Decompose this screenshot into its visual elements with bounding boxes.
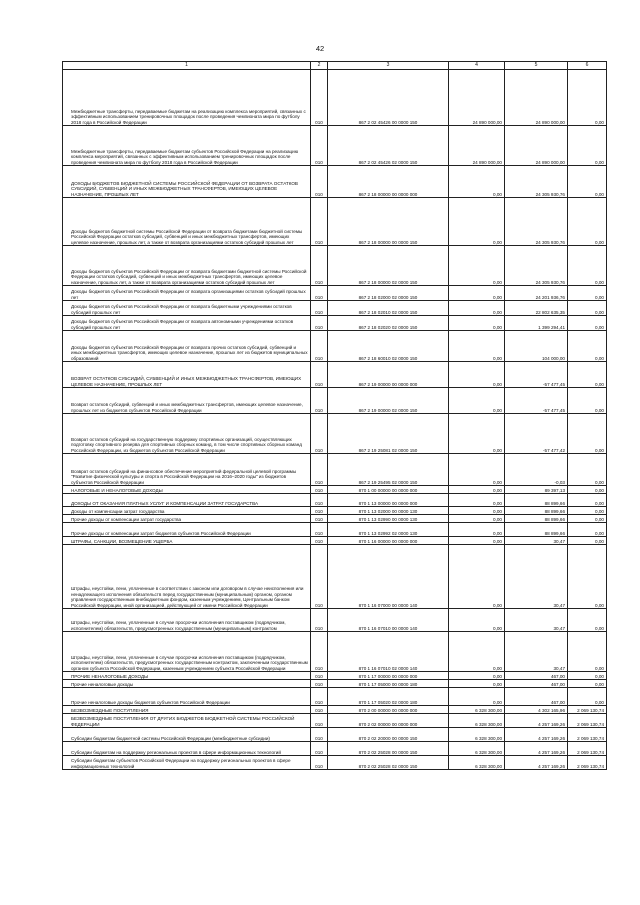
row-unexecuted-amount: 2 069 130,74 <box>568 706 607 714</box>
row-name: Межбюджетные трансферты, передаваемые бюджетам на реализацию комплекса мероприятий, связанных с эффективным использованием тренировочных площадок после проведения чемпионата мира по футболу 2018 года в Российской Федерации <box>63 70 311 126</box>
row-name: Доходы бюджетов субъектов Российской Федерации от возврата бюджетами бюджетной системы Российской Федерации остатков субсидий, субвенций и иных межбюджетных трансфертов, имеющих целевое назначение, прошлых лет, а также от возврата организациями остатков субсидий прошлых лет <box>63 246 311 286</box>
row-line-code: 010 <box>311 388 328 414</box>
row-approved-amount: 0,00 <box>449 609 505 632</box>
row-line-code: 010 <box>311 362 328 388</box>
row-approved-amount: 0,00 <box>449 301 505 316</box>
row-executed-amount: 24 201 936,76 <box>505 286 568 301</box>
column-header: 3 <box>328 62 449 70</box>
table-row <box>63 523 607 537</box>
row-unexecuted-amount: 0,00 <box>568 632 607 672</box>
row-line-code: 010 <box>311 316 328 331</box>
row-line-code: 010 <box>311 714 328 728</box>
row-executed-amount: -57 477,45 <box>505 388 568 414</box>
row-line-code: 010 <box>311 728 328 742</box>
row-executed-amount: 467,00 <box>505 688 568 706</box>
row-name: НАЛОГОВЫЕ И НЕНАЛОГОВЫЕ ДОХОДЫ <box>63 486 311 494</box>
row-budget-code: 867 2 19 00000 02 0000 150 <box>328 388 449 414</box>
row-unexecuted-amount: 0,00 <box>568 126 607 166</box>
row-approved-amount: 0,00 <box>449 316 505 331</box>
row-unexecuted-amount: 0,00 <box>568 316 607 331</box>
row-executed-amount: 24 305 930,76 <box>505 198 568 246</box>
row-line-code: 010 <box>311 507 328 515</box>
row-executed-amount: 30,47 <box>505 537 568 545</box>
row-executed-amount: 24 305 930,76 <box>505 246 568 286</box>
row-approved-amount: 0,00 <box>449 494 505 507</box>
row-approved-amount: 24 890 000,00 <box>449 126 505 166</box>
table-row <box>63 362 607 388</box>
row-approved-amount: 0,00 <box>449 414 505 454</box>
row-approved-amount: 6 328 300,00 <box>449 728 505 742</box>
row-name: ДОХОДЫ ОТ ОКАЗАНИЯ ПЛАТНЫХ УСЛУГ И КОМПЕНСАЦИИ ЗАТРАТ ГОСУДАРСТВА <box>63 494 311 507</box>
row-unexecuted-amount: 2 069 130,74 <box>568 728 607 742</box>
row-name: БЕЗВОЗМЕЗДНЫЕ ПОСТУПЛЕНИЯ ОТ ДРУГИХ БЮДЖЕТОВ БЮДЖЕТНОЙ СИСТЕМЫ РОССИЙСКОЙ ФЕДЕРАЦИИ <box>63 714 311 728</box>
table-row <box>63 301 607 316</box>
row-executed-amount: 88 899,66 <box>505 523 568 537</box>
row-unexecuted-amount: 0,00 <box>568 523 607 537</box>
row-executed-amount: 88 899,66 <box>505 507 568 515</box>
row-executed-amount: 30,47 <box>505 632 568 672</box>
row-budget-code: 870 1 17 05000 00 0000 180 <box>328 680 449 688</box>
row-name: Возврат остатков субсидий на финансовое обеспечение мероприятий федеральной целевой программы "Развитие физической культуры и спорта в Российской Федерации на 2016–2020 годы" из бюджетов субъектов Российской Федерации <box>63 454 311 486</box>
row-name: Штрафы, неустойки, пени, уплаченные в случае просрочки исполнения поставщиком (подрядчиком, исполнителем) обязательств, предусмотренных государственным (муниципальным) контрактом <box>63 609 311 632</box>
row-name: Межбюджетные трансферты, передаваемые бюджетам субъектов Российской Федерации на реализацию комплекса мероприятий, связанных с эффективным использованием тренировочных площадок после проведения чемпионата мира по футболу 2018 года в Российской Федерации <box>63 126 311 166</box>
row-executed-amount: 89 397,13 <box>505 486 568 494</box>
row-approved-amount: 0,00 <box>449 680 505 688</box>
row-line-code: 010 <box>311 688 328 706</box>
row-approved-amount: 0,00 <box>449 246 505 286</box>
row-approved-amount: 0,00 <box>449 286 505 301</box>
table-row <box>63 515 607 523</box>
row-line-code: 010 <box>311 331 328 362</box>
row-name: Доходы бюджетов субъектов Российской Федерации от возврата прочих остатков субсидий, субвенций и иных межбюджетных трансфертов, имеющих целевое назначение, прошлых лет из бюджетов муниципальных образований <box>63 331 311 362</box>
table-row <box>63 537 607 545</box>
row-line-code: 010 <box>311 515 328 523</box>
row-executed-amount: -57 477,42 <box>505 414 568 454</box>
column-header: 5 <box>505 62 568 70</box>
row-approved-amount: 6 328 300,00 <box>449 706 505 714</box>
row-approved-amount: 0,00 <box>449 388 505 414</box>
table-row <box>63 609 607 632</box>
row-budget-code: 867 2 02 45426 00 0000 150 <box>328 70 449 126</box>
table-row <box>63 494 607 507</box>
table-row <box>63 680 607 688</box>
row-budget-code: 867 2 18 60010 02 0000 150 <box>328 331 449 362</box>
row-line-code: 010 <box>311 680 328 688</box>
row-budget-code: 870 1 16 07000 00 0000 140 <box>328 545 449 609</box>
row-line-code: 010 <box>311 198 328 246</box>
row-unexecuted-amount: 0,00 <box>568 246 607 286</box>
row-name: Прочие неналоговые доходы <box>63 680 311 688</box>
row-line-code: 010 <box>311 301 328 316</box>
row-approved-amount: 0,00 <box>449 688 505 706</box>
row-executed-amount: 4 302 165,96 <box>505 706 568 714</box>
budget-table <box>62 61 607 770</box>
row-executed-amount: 1 399 294,41 <box>505 316 568 331</box>
row-name: ВОЗВРАТ ОСТАТКОВ СУБСИДИЙ, СУБВЕНЦИЙ И ИНЫХ МЕЖБЮДЖЕТНЫХ ТРАНСФЕРТОВ, ИМЕЮЩИХ ЦЕЛЕВОЕ НАЗНАЧЕНИЕ, ПРОШЛЫХ ЛЕТ <box>63 362 311 388</box>
row-line-code: 010 <box>311 742 328 756</box>
row-approved-amount: 6 328 300,00 <box>449 714 505 728</box>
row-name: Доходы бюджетов субъектов Российской Федерации от возврата бюджетными учреждениями остатков субсидий прошлых лет <box>63 301 311 316</box>
row-executed-amount: 88 899,66 <box>505 494 568 507</box>
row-unexecuted-amount: 0,00 <box>568 70 607 126</box>
row-name: Прочие доходы от компенсации затрат бюджетов субъектов Российской Федерации <box>63 523 311 537</box>
header-row <box>63 62 607 70</box>
row-name: ПРОЧИЕ НЕНАЛОГОВЫЕ ДОХОДЫ <box>63 672 311 680</box>
table-row <box>63 545 607 609</box>
row-approved-amount: 0,00 <box>449 166 505 198</box>
table-row <box>63 388 607 414</box>
row-name: Доходы от компенсации затрат государства <box>63 507 311 515</box>
row-line-code: 010 <box>311 545 328 609</box>
row-unexecuted-amount: 2 069 130,74 <box>568 756 607 770</box>
table-row <box>63 742 607 756</box>
column-header: 2 <box>311 62 328 70</box>
row-budget-code: 870 1 13 02992 02 0000 130 <box>328 523 449 537</box>
column-header: 4 <box>449 62 505 70</box>
row-budget-code: 867 2 18 00000 00 0000 150 <box>328 198 449 246</box>
row-unexecuted-amount: 0,00 <box>568 331 607 362</box>
table-row <box>63 198 607 246</box>
row-unexecuted-amount: 2 069 130,74 <box>568 714 607 728</box>
row-budget-code: 867 2 18 00000 00 0000 000 <box>328 166 449 198</box>
row-approved-amount: 0,00 <box>449 198 505 246</box>
row-name: Прочие неналоговые доходы бюджетов субъектов Российской Федерации <box>63 688 311 706</box>
row-name: Субсидии бюджетам субъектов Российской Федерации на поддержку региональных проектов в сфере информационных технологий <box>63 756 311 770</box>
row-executed-amount: 22 802 635,35 <box>505 301 568 316</box>
row-line-code: 010 <box>311 126 328 166</box>
row-executed-amount: 24 890 000,00 <box>505 70 568 126</box>
row-unexecuted-amount: 0,00 <box>568 672 607 680</box>
row-budget-code: 867 2 18 00000 02 0000 150 <box>328 246 449 286</box>
row-line-code: 010 <box>311 414 328 454</box>
row-approved-amount: 0,00 <box>449 545 505 609</box>
table-row <box>63 706 607 714</box>
table-row <box>63 166 607 198</box>
table-row <box>63 286 607 301</box>
table-row <box>63 714 607 728</box>
row-unexecuted-amount: 0,00 <box>568 454 607 486</box>
row-executed-amount: 4 257 169,26 <box>505 756 568 770</box>
row-line-code: 010 <box>311 537 328 545</box>
row-executed-amount: 467,00 <box>505 680 568 688</box>
column-header: 6 <box>568 62 607 70</box>
row-budget-code: 870 2 02 25028 00 0000 150 <box>328 742 449 756</box>
row-name: Штрафы, неустойки, пени, уплаченные в случае просрочки исполнения поставщиком (подрядчиком, исполнителем) обязательств, предусмотренных государственным контрактом, заключенным государственным органом субъекта Российской Федерации, казенным учреждением субъекта Российской Федерации <box>63 632 311 672</box>
row-line-code: 010 <box>311 246 328 286</box>
row-budget-code: 870 1 17 05020 02 0000 180 <box>328 688 449 706</box>
row-executed-amount: -57 477,45 <box>505 362 568 388</box>
row-budget-code: 870 1 13 00000 00 0000 000 <box>328 494 449 507</box>
row-line-code: 010 <box>311 706 328 714</box>
row-name: ШТРАФЫ, САНКЦИИ, ВОЗМЕЩЕНИЕ УЩЕРБА <box>63 537 311 545</box>
row-line-code: 010 <box>311 494 328 507</box>
row-budget-code: 867 2 18 02020 02 0000 150 <box>328 316 449 331</box>
row-line-code: 010 <box>311 70 328 126</box>
row-approved-amount: 0,00 <box>449 523 505 537</box>
row-budget-code: 870 2 02 25028 02 0000 150 <box>328 756 449 770</box>
row-budget-code: 870 1 00 00000 00 0000 000 <box>328 486 449 494</box>
row-executed-amount: 24 305 930,76 <box>505 166 568 198</box>
table-row <box>63 414 607 454</box>
row-name: Возврат остатков субсидий на государственную поддержку спортивных организаций, осуществляющих подготовку спортивного резерва для спортивных сборных команд, в том числе спортивных сборных команд Российской Федерации, из бюджетов субъектов Российской Федерации <box>63 414 311 454</box>
row-name: ДОХОДЫ БЮДЖЕТОВ БЮДЖЕТНОЙ СИСТЕМЫ РОССИЙСКОЙ ФЕДЕРАЦИИ ОТ ВОЗВРАТА ОСТАТКОВ СУБСИДИЙ, СУБВЕНЦИЙ И ИНЫХ МЕЖБЮДЖЕТНЫХ ТРАНСФЕРТОВ, ИМЕЮЩИХ ЦЕЛЕВОЕ НАЗНАЧЕНИЕ, ПРОШЛЫХ ЛЕТ <box>63 166 311 198</box>
row-unexecuted-amount: 0,00 <box>568 362 607 388</box>
row-name: Доходы бюджетов субъектов Российской Федерации от возврата организациями остатков субсидий прошлых лет <box>63 286 311 301</box>
row-executed-amount: 30,47 <box>505 545 568 609</box>
row-executed-amount: 104 000,00 <box>505 331 568 362</box>
row-approved-amount: 0,00 <box>449 537 505 545</box>
row-line-code: 010 <box>311 632 328 672</box>
row-approved-amount: 24 890 000,00 <box>449 70 505 126</box>
row-budget-code: 870 1 16 07010 02 0000 140 <box>328 632 449 672</box>
table-row <box>63 672 607 680</box>
row-budget-code: 870 1 16 00000 00 0000 000 <box>328 537 449 545</box>
row-line-code: 010 <box>311 286 328 301</box>
row-name: Штрафы, неустойки, пени, уплаченные в соответствии с законом или договором в случае неисполнения или ненадлежащего исполнения обязательств перед государственным (муниципальным) органом, органом управления государственным внебюджетным фондом, казенным учреждением, Центральным банком Российской Федерации, иной организацией, действующей от имени Российской Федерации <box>63 545 311 609</box>
row-approved-amount: 0,00 <box>449 362 505 388</box>
row-unexecuted-amount: 0,00 <box>568 301 607 316</box>
row-approved-amount: 0,00 <box>449 331 505 362</box>
row-budget-code: 867 2 18 02010 02 0000 150 <box>328 301 449 316</box>
row-unexecuted-amount: 0,00 <box>568 609 607 632</box>
table-row <box>63 316 607 331</box>
row-line-code: 010 <box>311 609 328 632</box>
row-unexecuted-amount: 0,00 <box>568 680 607 688</box>
row-unexecuted-amount: 0,00 <box>568 166 607 198</box>
table-row <box>63 632 607 672</box>
row-budget-code: 870 1 13 02000 00 0000 130 <box>328 507 449 515</box>
row-unexecuted-amount: 0,00 <box>568 286 607 301</box>
row-budget-code: 870 2 00 00000 00 0000 000 <box>328 706 449 714</box>
table-row <box>63 756 607 770</box>
row-executed-amount: 4 257 169,26 <box>505 728 568 742</box>
row-executed-amount: -0,03 <box>505 454 568 486</box>
table-row <box>63 688 607 706</box>
row-name: Субсидии бюджетам на поддержку региональных проектов в сфере информационных технологий <box>63 742 311 756</box>
row-line-code: 010 <box>311 166 328 198</box>
row-approved-amount: 0,00 <box>449 672 505 680</box>
row-approved-amount: 6 328 300,00 <box>449 742 505 756</box>
row-unexecuted-amount: 2 069 130,74 <box>568 742 607 756</box>
row-line-code: 010 <box>311 454 328 486</box>
row-unexecuted-amount: 0,00 <box>568 545 607 609</box>
table-row <box>63 246 607 286</box>
row-approved-amount: 6 328 300,00 <box>449 756 505 770</box>
table-row <box>63 70 607 126</box>
row-approved-amount: 0,00 <box>449 454 505 486</box>
row-name: Доходы бюджетов субъектов Российской Федерации от возврата автономными учреждениями остатков субсидий прошлых лет <box>63 316 311 331</box>
row-name: БЕЗВОЗМЕЗДНЫЕ ПОСТУПЛЕНИЯ <box>63 706 311 714</box>
row-budget-code: 870 1 13 02990 00 0000 130 <box>328 515 449 523</box>
row-unexecuted-amount: 0,00 <box>568 515 607 523</box>
row-budget-code: 867 2 19 25495 02 0000 150 <box>328 454 449 486</box>
row-budget-code: 870 2 02 00000 00 0000 000 <box>328 714 449 728</box>
row-name: Доходы бюджетов бюджетной системы Российской Федерации от возврата бюджетами бюджетной системы Российской Федерации остатков субсидий, субвенций и иных межбюджетных трансфертов, имеющих целевое назначение, прошлых лет, а также от возврата организациями остатков субсидий прошлых лет <box>63 198 311 246</box>
row-unexecuted-amount: 0,00 <box>568 414 607 454</box>
row-line-code: 010 <box>311 756 328 770</box>
table-row <box>63 331 607 362</box>
row-budget-code: 867 2 18 02000 02 0000 150 <box>328 286 449 301</box>
table-row <box>63 728 607 742</box>
row-unexecuted-amount: 0,00 <box>568 486 607 494</box>
row-unexecuted-amount: 0,00 <box>568 494 607 507</box>
row-executed-amount: 4 257 169,26 <box>505 714 568 728</box>
row-approved-amount: 0,00 <box>449 507 505 515</box>
table-row <box>63 507 607 515</box>
table-row <box>63 486 607 494</box>
row-unexecuted-amount: 0,00 <box>568 198 607 246</box>
row-budget-code: 867 2 19 00000 00 0000 000 <box>328 362 449 388</box>
row-unexecuted-amount: 0,00 <box>568 507 607 515</box>
row-line-code: 010 <box>311 672 328 680</box>
row-unexecuted-amount: 0,00 <box>568 388 607 414</box>
row-budget-code: 870 2 02 20000 00 0000 150 <box>328 728 449 742</box>
page-number: 42 <box>315 44 325 53</box>
row-budget-code: 870 1 16 07010 00 0000 140 <box>328 609 449 632</box>
row-executed-amount: 24 890 000,00 <box>505 126 568 166</box>
row-name: Субсидии бюджетам бюджетной системы Российской Федерации (межбюджетные субсидии) <box>63 728 311 742</box>
row-unexecuted-amount: 0,00 <box>568 537 607 545</box>
row-budget-code: 870 1 17 00000 00 0000 000 <box>328 672 449 680</box>
table-row <box>63 126 607 166</box>
row-line-code: 010 <box>311 523 328 537</box>
row-executed-amount: 88 899,66 <box>505 515 568 523</box>
row-name: Возврат остатков субсидий, субвенций и иных межбюджетных трансфертов, имеющих целевое назначение, прошлых лет из бюджетов субъектов Российской Федерации <box>63 388 311 414</box>
row-executed-amount: 30,47 <box>505 609 568 632</box>
row-executed-amount: 467,00 <box>505 672 568 680</box>
row-unexecuted-amount: 0,00 <box>568 688 607 706</box>
row-executed-amount: 4 257 169,26 <box>505 742 568 756</box>
row-approved-amount: 0,00 <box>449 632 505 672</box>
column-header: 1 <box>63 62 311 70</box>
row-approved-amount: 0,00 <box>449 515 505 523</box>
row-approved-amount: 0,00 <box>449 486 505 494</box>
row-line-code: 010 <box>311 486 328 494</box>
table-row <box>63 454 607 486</box>
row-name: Прочие доходы от компенсации затрат государства <box>63 515 311 523</box>
row-budget-code: 867 2 02 45426 02 0000 150 <box>328 126 449 166</box>
row-budget-code: 867 2 19 25081 02 0000 150 <box>328 414 449 454</box>
